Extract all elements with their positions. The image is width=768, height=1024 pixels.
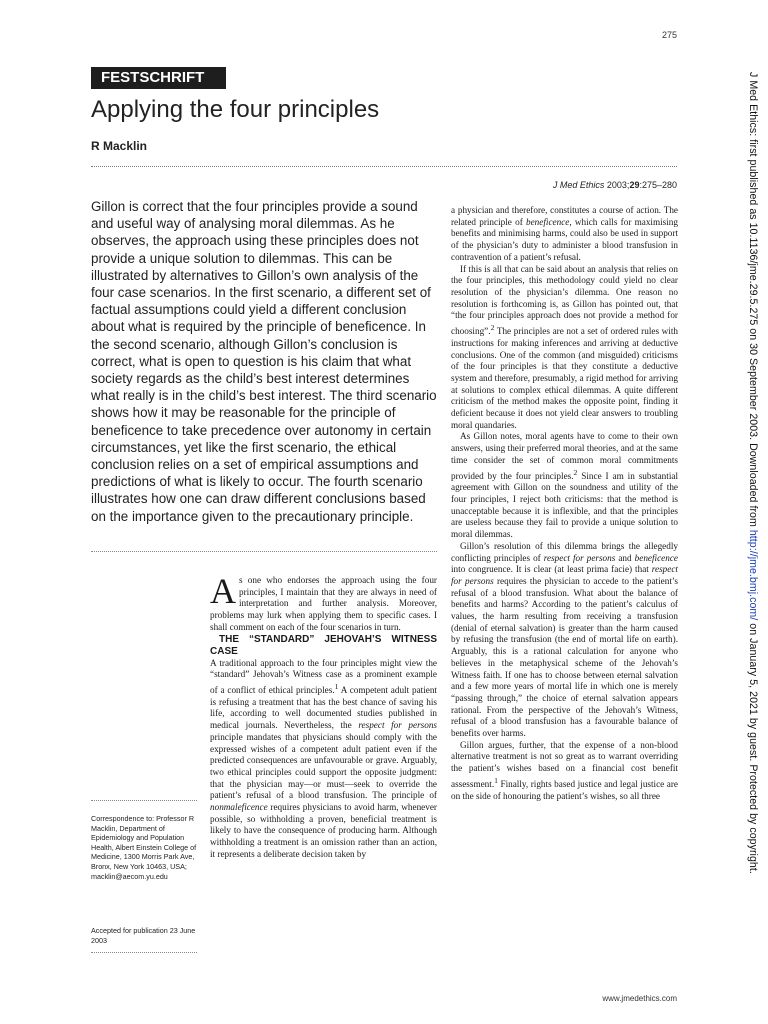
page-number: 275 (661, 30, 677, 40)
citation-journal: J Med Ethics (552, 180, 605, 190)
body-paragraph: If this is all that can be said about an analysis that relies on the four principles, this methodology could yield no clear resolution of the physician’s dilemma. One reason no resolution is forthcoming is, as Gillon has pointed out, that “the four principles approach does not provide a method for choosing”.$^2$ The principles are not a set of ordered rules with instructions for making inferences and arriving at deductive conclusions. One of the common (and misguided) criticisms of the four principles is that they constitute a deductive system and therefore, presumably, a rigid method for arriving at solutions to complex ethical dilemmas. A quite different criticism of the method makes the opposite point, finding it deficient because it does not yield clear answers to troubling moral quandaries. (451, 263, 678, 430)
abstract: Gillon is correct that the four principles provide a sound and useful way of analysing moral dilemmas. As he observes, the approach using these principles does not provide a unique solution to dilemmas. This can be illustrated by alternatives to Gillon’s own analysis of the four case scenarios. In the first scenario, a different set of factual assumptions could yield a different conclusion about what is required by the principle of beneficence. In the second scenario, although Gillon’s conclusion is correct, what is open to question is his claim that what society regards as the child’s best interest determines what really is in the child’s best interest. The third scenario shows how it may be reasonable for the principle of beneficence to take precedence over autonomy in certain circumstances, yet like the first scenario, the ethical conclusion relies on a set of empirical assumptions and predictions of what is likely to occur. The fourth scenario illustrates how one can draw different conclusions based on the importance given to the precautionary principle. (91, 199, 437, 524)
citation-volume: 29 (629, 180, 640, 190)
header-divider (91, 166, 677, 167)
citation-pages: :275–280 (639, 180, 677, 190)
body-paragraph: A traditional approach to the four principles might view the “standard” Jehovah’s Witness case as a prominent example of a conflict of ethical principles.$^1$ A competent adult patient is refusing a treatment that has the best chance of saving his life, according to well documented studies published in medical journals. Nevertheless, the respect for persons principle mandates that physicians should comply with the expressed wishes of a competent adult patient even if the predicted consequences are unfavourable or grave. Arguably, two ethical principles could support the opposite judgment: that the physician may—or must—seek to override the patient’s refusal of a blood transfusion. The principle of nonmaleficence requires physicians to avoid harm, whenever possible, so withholding a proven, beneficial treatment is likely to have the consequence of producing harm. Although withholding a treatment is an omission rather than an action, it represents a deliberate decision taken by (210, 657, 437, 859)
journal-citation (553, 180, 677, 190)
journal-link[interactable]: http://jme.bmj.com/ (747, 529, 759, 621)
section-heading: THE “STANDARD” JEHOVAH’S WITNESS CASE (210, 633, 437, 657)
body-column-middle (210, 571, 437, 861)
body-paragraph: Gillon’s resolution of this dilemma brings the allegedly conflicting principles of respect for persons and beneficence into congruence. It is clear (at least prima facie) that respect for persons requires the physician to accede to the patient’s refusal of a blood transfusion. What about the balance of benefits and harms? According to the patient’s calculus of values, the harm resulting from receiving a transfusion (denial of eternal salvation) is greater than the harm caused by refusing the transfusion (the end of mortal life on earth). Arguably, this is a rational calculation for anyone who believes in the metaphysical scheme of the Jehovah’s Witness faith. If one has to choose between eternal salvation and a few more years of mortal life in which one is merely “passing through,” the choice of eternal salvation appears rational. From the perspective of the Jehovah’s Witness, refusal of a blood transfusion has a favourable balance of benefits over harms. (451, 540, 679, 739)
citation-year: 2003; (606, 180, 630, 190)
article-title: Applying the four principles (91, 96, 380, 123)
body-paragraph: Gillon argues, further, that the expense of a non-blood alternative treatment is not so great as to warrant overriding the patient’s wishes based on a financial cost benefit assessment.$^1$ Finally, rights based justice and legal justice are on the side of honouring the patient’s wishes, so all three (451, 739, 678, 801)
drop-cap: A (210, 571, 236, 611)
correspondence-note: Correspondence to: Professor R Macklin, Department of Epidemiology and Population Health, Albert Einstein College of Medicine, 1300 Morris Park Ave, Bronx, New York 10463, USA; macklin@aecom.yu.edu (91, 814, 197, 881)
body-paragraph: a physician and therefore, constitutes a course of action. The related principle of beneficence, which calls for maximising benefits and minimising harms, could also be used in support of the physician’s duty to administer a blood transfusion in contravention of a patient’s refusal. (451, 205, 678, 262)
body-paragraph: As Gillon notes, moral agents have to come to their own answers, using their preferred moral theories, and at the same time consider the set of common moral commitments provided by the four principles.$^2$ Since I am in substantial agreement with Gillon on the soundness and utility of the four principles, I reject both criticisms: that the method is unacceptable because it is inflexible, and that the principles are useless because they fail to provide a unique solution to moral dilemmas. (451, 431, 678, 540)
accepted-note: Accepted for publication 23 June 2003 (91, 926, 196, 945)
author-name: R Macklin (91, 139, 148, 153)
section-tag: FESTSCHRIFT (91, 67, 226, 89)
intro-paragraph: As one who endorses the approach using the four principles, I maintain that they are always in need of interpretation and further analysis. Moreover, problems may lurk when applying them to specific cases. I shall comment on each of the four scenarios in turn. (210, 571, 437, 632)
download-notice: J Med Ethics: first published as 10.1136/jme.29.5.275 on 30 September 2003. Downloaded from http://jme.bmj.com/ on January 5, 2021 by guest. Protected by copyright. (747, 72, 759, 874)
sidebar-divider-bottom (91, 952, 197, 953)
abstract-divider (91, 551, 437, 552)
footer-url[interactable]: www.jmedethics.com (602, 994, 677, 1003)
body-column-right (451, 205, 678, 802)
sidebar-divider-top (91, 800, 197, 801)
